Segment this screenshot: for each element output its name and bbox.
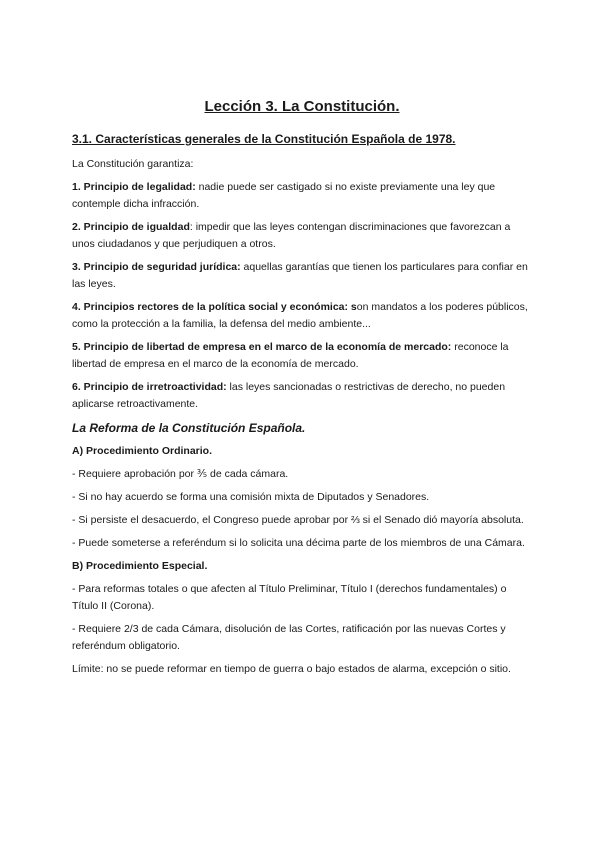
- principle-label: 2. Principio de igualdad: [72, 221, 190, 233]
- principle-text: las leyes sancionadas o restrictivas de derecho, no pueden aplicarse retroactivamente.: [72, 381, 506, 410]
- principle-label: 1. Principio de legalidad:: [72, 181, 196, 193]
- principle-text: on mandatos a los poderes públicos, como la protección a la familia, la defensa del medio ambiente...: [72, 301, 528, 330]
- special-procedure-heading: B) Procedimiento Especial.: [72, 560, 208, 572]
- principle-paragraph: [72, 259, 532, 293]
- section-subtitle: 3.1. Características generales de la Constitución Española de 1978.: [72, 132, 456, 146]
- list-item: - Si persiste el desacuerdo, el Congreso puede aprobar por ⅔ si el Senado dió mayoría absoluta.: [72, 514, 524, 526]
- principle-paragraph: [72, 179, 532, 213]
- list-item: - Si no hay acuerdo se forma una comisión mixta de Diputados y Senadores.: [72, 491, 430, 503]
- principle-text: reconoce la libertad de empresa en el marco de la economía de mercado.: [72, 341, 509, 370]
- principle-paragraph: [72, 379, 532, 413]
- list-item: - Requiere 2/3 de cada Cámara, disolución de las Cortes, ratificación por las nuevas Cortes y referéndum obligatorio.: [72, 623, 506, 652]
- principle-text: nadie puede ser castigado si no existe previamente una ley que contemple dicha infracción.: [72, 181, 496, 210]
- principle-label: 3. Principio de seguridad jurídica:: [72, 261, 241, 273]
- document-page: [72, 96, 532, 678]
- document-title: Lección 3. La Constitución.: [204, 98, 400, 115]
- principle-paragraph: [72, 299, 532, 333]
- intro-text: La Constitución garantiza:: [72, 158, 194, 170]
- list-item: - Requiere aprobación por ⅗ de cada cámara.: [72, 468, 289, 480]
- limit-text: Límite: no se puede reformar en tiempo de guerra o bajo estados de alarma, excepción o sitio.: [72, 663, 511, 675]
- principle-label: 5. Principio de libertad de empresa en el marco de la economía de mercado:: [72, 341, 452, 353]
- principle-label: 4. Principios rectores de la política social y económica: s: [72, 301, 357, 313]
- principle-label: 6. Principio de irretroactividad:: [72, 381, 227, 393]
- principle-paragraph: [72, 339, 532, 373]
- list-item: - Puede someterse a referéndum si lo solicita una décima parte de los miembros de una Cámara.: [72, 537, 525, 549]
- list-item: - Para reformas totales o que afecten al Título Preliminar, Título I (derechos fundamentales) o Título II (Corona).: [72, 583, 507, 612]
- ordinary-procedure-heading: A) Procedimiento Ordinario.: [72, 445, 213, 457]
- principle-text: : impedir que las leyes contengan discriminaciones que favorezcan a unos ciudadanos y que perjudiquen a otros.: [72, 221, 511, 250]
- reform-heading: La Reforma de la Constitución Española.: [72, 421, 306, 435]
- principle-text: aquellas garantías que tienen los particulares para confiar en las leyes.: [72, 261, 528, 290]
- principle-paragraph: [72, 219, 532, 253]
